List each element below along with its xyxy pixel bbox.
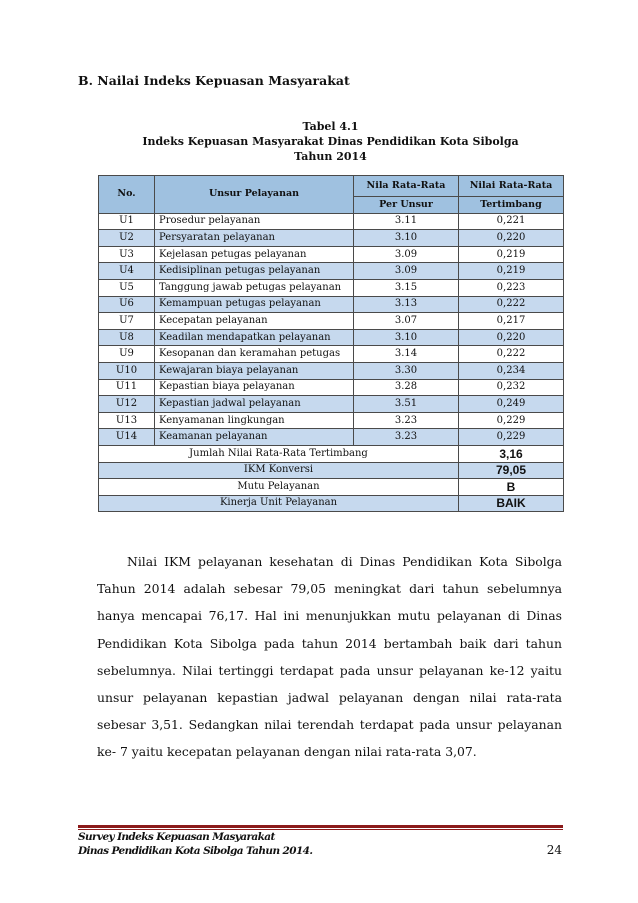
- cell-unsur: Kejelasan petugas pelayanan: [155, 246, 354, 263]
- header-rata-line1: Nila Rata-Rata: [354, 176, 459, 197]
- section-title: B. Nailai Indeks Kepuasan Masyarakat: [78, 73, 350, 88]
- cell-unsur: Kesopanan dan keramahan petugas: [155, 346, 354, 363]
- table-row: [99, 213, 564, 230]
- table-row: [99, 313, 564, 330]
- footer-rule-thin: [78, 829, 563, 830]
- cell-unsur: Kemampuan petugas pelayanan: [155, 296, 354, 313]
- cell-rata: 3.09: [354, 246, 459, 263]
- summary-value: BAIK: [459, 495, 564, 512]
- summary-label: IKM Konversi: [99, 462, 459, 479]
- cell-unsur: Keadilan mendapatkan pelayanan: [155, 329, 354, 346]
- cell-unsur: Tanggung jawab petugas pelayanan: [155, 279, 354, 296]
- table-row: [99, 396, 564, 413]
- header-unsur: Unsur Pelayanan: [155, 176, 354, 214]
- cell-unsur: Persyaratan pelayanan: [155, 230, 354, 247]
- summary-row: [99, 445, 564, 462]
- cell-unsur: Kewajaran biaya pelayanan: [155, 362, 354, 379]
- summary-value: 3,16: [459, 445, 564, 462]
- table-row: [99, 429, 564, 446]
- summary-label: Jumlah Nilai Rata-Rata Tertimbang: [99, 445, 459, 462]
- header-timbang-line1: Nilai Rata-Rata: [459, 176, 564, 197]
- cell-timbang: 0,222: [459, 346, 564, 363]
- cell-rata: 3.23: [354, 429, 459, 446]
- cell-no: U2: [99, 230, 155, 247]
- cell-no: U6: [99, 296, 155, 313]
- footer-subtitle: Dinas Pendidikan Kota Sibolga Tahun 2014.: [78, 845, 313, 857]
- cell-unsur: Kenyamanan lingkungan: [155, 412, 354, 429]
- header-no: No.: [99, 176, 155, 214]
- table-row: [99, 230, 564, 247]
- paragraph-text: Nilai IKM pelayanan kesehatan di Dinas Pendidikan Kota Sibolga Tahun 2014 adalah sebesar 79,05 meningkat dari tahun sebelumnya hanya mencapai 76,17. Hal ini menunjukkan mutu pelayanan di Dinas Pendidikan Kota Sibolga pada tahun 2014 bertambah baik dari tahun sebelumnya. Nilai tertinggi terdapat pada unsur pelayanan ke-12 yaitu unsur pelayanan kepastian jadwal pelayanan dengan nilai rata-rata sebesar 3,51. Sedangkan nilai terendah terdapat pada unsur pelayanan ke- 7 yaitu kecepatan pelayanan dengan nilai rata-rata 3,07.: [97, 554, 562, 760]
- cell-timbang: 0,220: [459, 230, 564, 247]
- cell-rata: 3.13: [354, 296, 459, 313]
- cell-no: U11: [99, 379, 155, 396]
- table-row: [99, 346, 564, 363]
- cell-unsur: Kepastian biaya pelayanan: [155, 379, 354, 396]
- cell-rata: 3.10: [354, 329, 459, 346]
- table-summary: [99, 445, 564, 511]
- cell-timbang: 0,219: [459, 263, 564, 280]
- cell-timbang: 0,217: [459, 313, 564, 330]
- cell-rata: 3.30: [354, 362, 459, 379]
- cell-rata: 3.07: [354, 313, 459, 330]
- body-paragraph: [97, 548, 562, 766]
- cell-rata: 3.11: [354, 213, 459, 230]
- table-row: [99, 296, 564, 313]
- cell-rata: 3.15: [354, 279, 459, 296]
- cell-timbang: 0,232: [459, 379, 564, 396]
- table-row: [99, 279, 564, 296]
- footer-rule-thick: [78, 825, 563, 828]
- cell-no: U5: [99, 279, 155, 296]
- table-row: [99, 263, 564, 280]
- summary-label: Mutu Pelayanan: [99, 479, 459, 496]
- cell-unsur: Kecepatan pelayanan: [155, 313, 354, 330]
- summary-value: 79,05: [459, 462, 564, 479]
- table-caption-label: Tabel 4.1: [302, 120, 359, 133]
- table-row: [99, 362, 564, 379]
- cell-rata: 3.09: [354, 263, 459, 280]
- table-row: [99, 246, 564, 263]
- summary-row: [99, 495, 564, 512]
- cell-unsur: Kepastian jadwal pelayanan: [155, 396, 354, 413]
- table-body: [99, 213, 564, 445]
- cell-no: U1: [99, 213, 155, 230]
- cell-no: U10: [99, 362, 155, 379]
- cell-rata: 3.10: [354, 230, 459, 247]
- cell-timbang: 0,220: [459, 329, 564, 346]
- cell-unsur: Kedisiplinan petugas pelayanan: [155, 263, 354, 280]
- cell-timbang: 0,223: [459, 279, 564, 296]
- cell-timbang: 0,249: [459, 396, 564, 413]
- cell-no: U9: [99, 346, 155, 363]
- cell-timbang: 0,229: [459, 412, 564, 429]
- table-row: [99, 379, 564, 396]
- ikm-table: [98, 175, 564, 512]
- page-number: 24: [546, 843, 562, 857]
- summary-row: [99, 479, 564, 496]
- table-caption-title: Indeks Kepuasan Masyarakat Dinas Pendidikan Kota Sibolga: [142, 135, 519, 148]
- cell-timbang: 0,219: [459, 246, 564, 263]
- cell-timbang: 0,234: [459, 362, 564, 379]
- cell-no: U12: [99, 396, 155, 413]
- summary-label: Kinerja Unit Pelayanan: [99, 495, 459, 512]
- cell-rata: 3.23: [354, 412, 459, 429]
- cell-unsur: Keamanan pelayanan: [155, 429, 354, 446]
- cell-no: U14: [99, 429, 155, 446]
- cell-timbang: 0,229: [459, 429, 564, 446]
- summary-value: B: [459, 479, 564, 496]
- table-caption-year: Tahun 2014: [294, 150, 367, 163]
- cell-no: U13: [99, 412, 155, 429]
- header-timbang-line2: Tertimbang: [459, 197, 564, 214]
- cell-timbang: 0,222: [459, 296, 564, 313]
- table-row: [99, 329, 564, 346]
- table-row: [99, 412, 564, 429]
- cell-no: U3: [99, 246, 155, 263]
- cell-no: U8: [99, 329, 155, 346]
- cell-rata: 3.28: [354, 379, 459, 396]
- cell-no: U7: [99, 313, 155, 330]
- cell-timbang: 0,221: [459, 213, 564, 230]
- cell-unsur: Prosedur pelayanan: [155, 213, 354, 230]
- cell-rata: 3.14: [354, 346, 459, 363]
- cell-rata: 3.51: [354, 396, 459, 413]
- cell-no: U4: [99, 263, 155, 280]
- footer-title: Survey Indeks Kepuasan Masyarakat: [78, 831, 275, 843]
- summary-row: [99, 462, 564, 479]
- header-rata-line2: Per Unsur: [354, 197, 459, 214]
